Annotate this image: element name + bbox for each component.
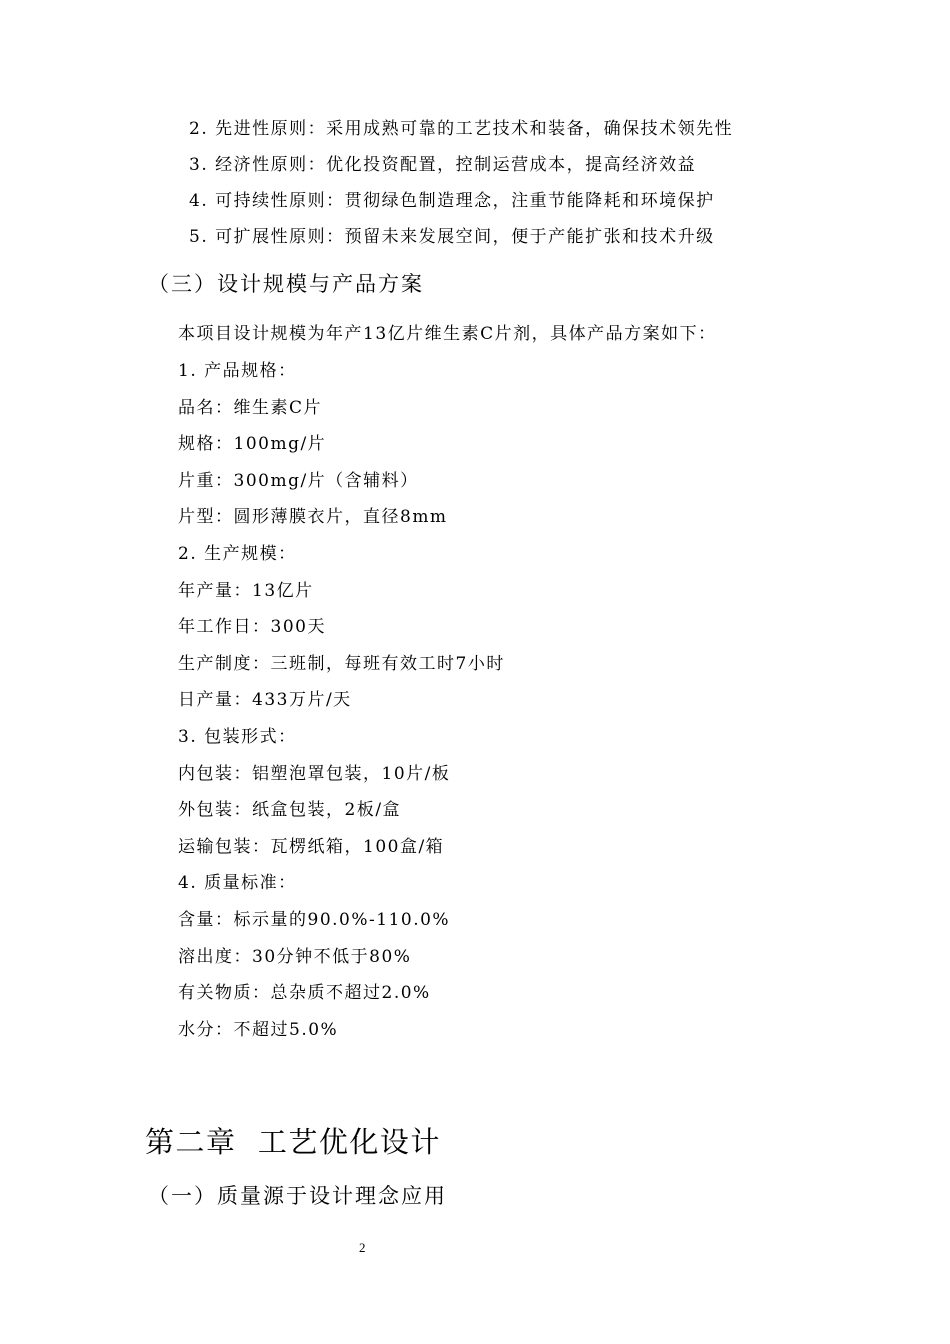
spec-line: 外包装：纸盒包装，2板/盒 <box>178 800 402 821</box>
spec-line: 含量：标示量的90.0%-110.0% <box>178 909 451 930</box>
section-heading: （三）设计规模与产品方案 <box>148 272 424 296</box>
spec-line: 内包装：铝塑泡罩包装，10片/板 <box>178 763 451 784</box>
spec-line: 4. 质量标准： <box>178 873 297 894</box>
spec-line: 3. 包装形式： <box>178 726 297 747</box>
spec-line: 生产制度：三班制，每班有效工时7小时 <box>178 653 505 674</box>
spec-line: 运输包装：瓦楞纸箱，100盒/箱 <box>178 836 445 857</box>
spec-line: 2. 生产规模： <box>178 543 297 564</box>
spec-line: 有关物质：总杂质不超过2.0% <box>178 983 431 1004</box>
spec-line: 日产量：433万片/天 <box>178 690 352 711</box>
spec-line: 品名：维生素C片 <box>178 397 323 418</box>
spec-line: 规格：100mg/片 <box>178 434 327 455</box>
spec-line: 片型：圆形薄膜衣片，直径8mm <box>178 507 448 528</box>
spec-line: 年工作日：300天 <box>178 617 326 638</box>
section-intro: 本项目设计规模为年产13亿片维生素C片剂，具体产品方案如下： <box>178 324 717 344</box>
principle-item: 5. 可扩展性原则：预留未来发展空间，便于产能扩张和技术升级 <box>189 227 715 247</box>
subsection-heading: （一）质量源于设计理念应用 <box>148 1184 447 1208</box>
spec-line: 1. 产品规格： <box>178 361 297 381</box>
principles-list <box>189 116 733 260</box>
product-spec-list <box>178 358 505 1053</box>
spec-line: 片重：300mg/片（含辅料） <box>178 470 419 491</box>
spec-line: 溶出度：30分钟不低于80% <box>178 946 412 967</box>
principle-item: 4. 可持续性原则：贯彻绿色制造理念，注重节能降耗和环境保护 <box>189 191 715 211</box>
spec-line: 年产量：13亿片 <box>178 580 314 601</box>
spec-line: 水分：不超过5.0% <box>178 1019 339 1040</box>
page-number: 2 <box>359 1240 366 1255</box>
principle-item: 2. 先进性原则：采用成熟可靠的工艺技术和装备，确保技术领先性 <box>189 119 734 139</box>
principle-item: 3. 经济性原则：优化投资配置，控制运营成本，提高经济效益 <box>189 155 697 175</box>
chapter-heading: 第二章 工艺优化设计 <box>145 1125 441 1159</box>
